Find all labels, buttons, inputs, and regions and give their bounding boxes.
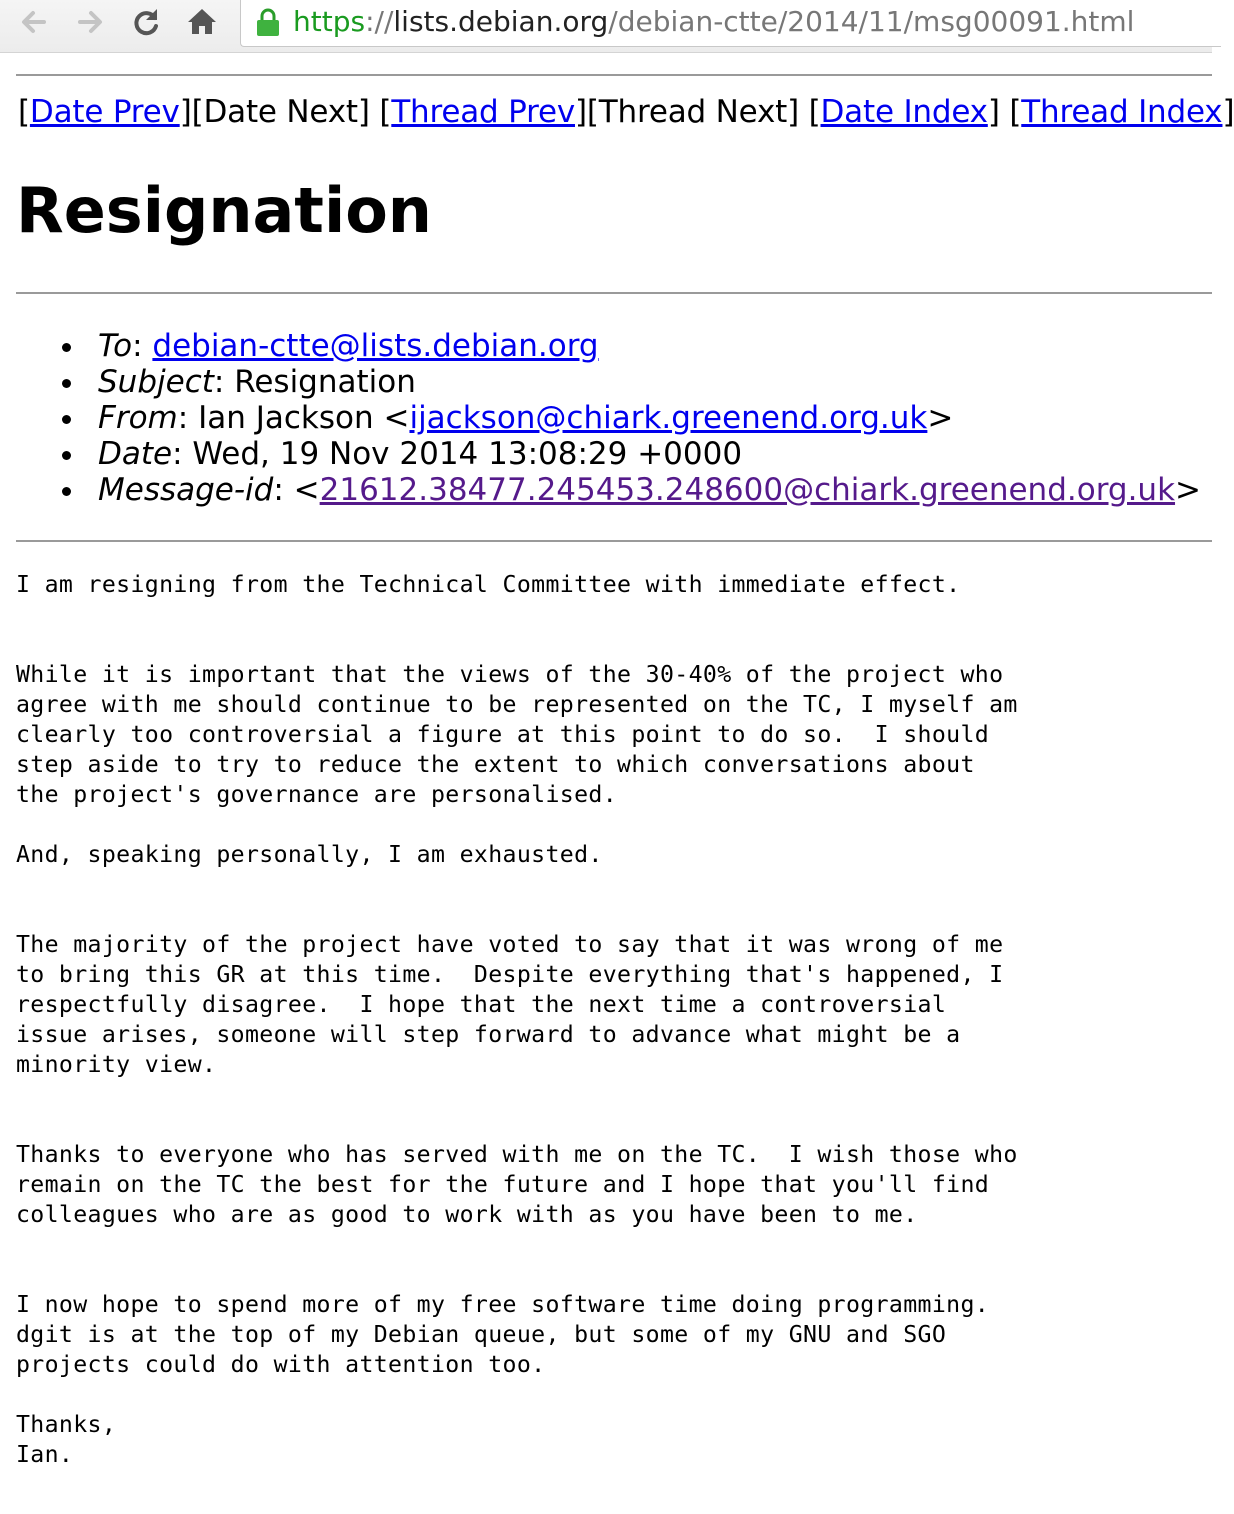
message-id-link[interactable]: 21612.38477.245453.248600@chiark.greenend.org.uk bbox=[319, 472, 1176, 508]
header-message-id: Message-id: <21612.38477.245453.248600@chiark.greenend.org.uk> bbox=[98, 472, 1202, 508]
subject-value: Resignation bbox=[234, 364, 416, 400]
header-label: To bbox=[98, 328, 133, 364]
forward-icon[interactable] bbox=[72, 4, 108, 40]
header-date: Date: Wed, 19 Nov 2014 13:08:29 +0000 bbox=[98, 436, 1201, 472]
thread-next-label: Thread Next bbox=[598, 94, 788, 130]
message-headers bbox=[16, 328, 1201, 508]
date-next-label: Date Next bbox=[203, 94, 358, 130]
header-to: To: debian-ctte@lists.debian.org bbox=[98, 328, 1201, 364]
header-label: Message-id bbox=[98, 472, 274, 508]
url-scheme: https bbox=[293, 5, 366, 38]
message-navigation: [Date Prev][Date Next] [Thread Prev][Thread Next] [Date Index] [Thread Index] bbox=[18, 94, 1234, 130]
date-index-link[interactable]: Date Index bbox=[820, 94, 988, 130]
thread-index-link[interactable]: Thread Index bbox=[1021, 94, 1223, 130]
url-separator: :// bbox=[365, 5, 394, 38]
browser-toolbar bbox=[0, 0, 1212, 53]
header-label: Subject bbox=[98, 364, 214, 400]
divider bbox=[16, 540, 1212, 542]
divider bbox=[16, 292, 1212, 294]
reload-icon[interactable] bbox=[128, 4, 164, 40]
url-host: lists.debian.org bbox=[393, 5, 609, 38]
url-text[interactable] bbox=[293, 4, 1134, 40]
from-email-link[interactable]: ijackson@chiark.greenend.org.uk bbox=[409, 400, 928, 436]
home-icon[interactable] bbox=[184, 4, 220, 40]
page-title: Resignation bbox=[16, 174, 432, 247]
divider bbox=[16, 74, 1212, 76]
header-label: Date bbox=[98, 436, 173, 472]
header-from: From: Ian Jackson <ijackson@chiark.greenend.org.uk> bbox=[98, 400, 1201, 436]
header-label: From bbox=[98, 400, 178, 436]
back-icon[interactable] bbox=[16, 4, 52, 40]
message-body: I am resigning from the Technical Committee with immediate effect. While it is important that the views of the 30-40% of the project who agree with me should continue to be represented on the TC, I myself am clearly too controversial a figure at this point to do so. I should step aside to try to reduce the extent to which conversations about the project's governance are personalised. And, speaking personally, I am exhausted. The majority of the project have voted to say that it was wrong of me to bring this GR at this time. Despite everything that's happened, I respectfully disagree. I hope that the next time a controversial issue arises, someone will step forward to advance what might be a minority view. Thanks to everyone who has served with me on the TC. I wish those who remain on the TC the best for the future and I hope that you'll find colleagues who are as good to work with as you have been to me. I now hope to spend more of my free software time doing programming. dgit is at the top of my Debian queue, but some of my GNU and SGO projects could do with attention too. Thanks, Ian. bbox=[16, 571, 1018, 1468]
address-bar[interactable] bbox=[240, 0, 1221, 47]
date-value: Wed, 19 Nov 2014 13:08:29 +0000 bbox=[192, 436, 743, 472]
thread-prev-link[interactable]: Thread Prev bbox=[391, 94, 575, 130]
lock-icon bbox=[255, 7, 281, 37]
url-path: /debian-ctte/2014/11/msg00091.html bbox=[608, 5, 1135, 38]
to-address-link[interactable]: debian-ctte@lists.debian.org bbox=[152, 328, 599, 364]
date-prev-link[interactable]: Date Prev bbox=[29, 94, 180, 130]
from-name: Ian Jackson bbox=[198, 400, 374, 436]
header-subject: Subject: Resignation bbox=[98, 364, 1201, 400]
